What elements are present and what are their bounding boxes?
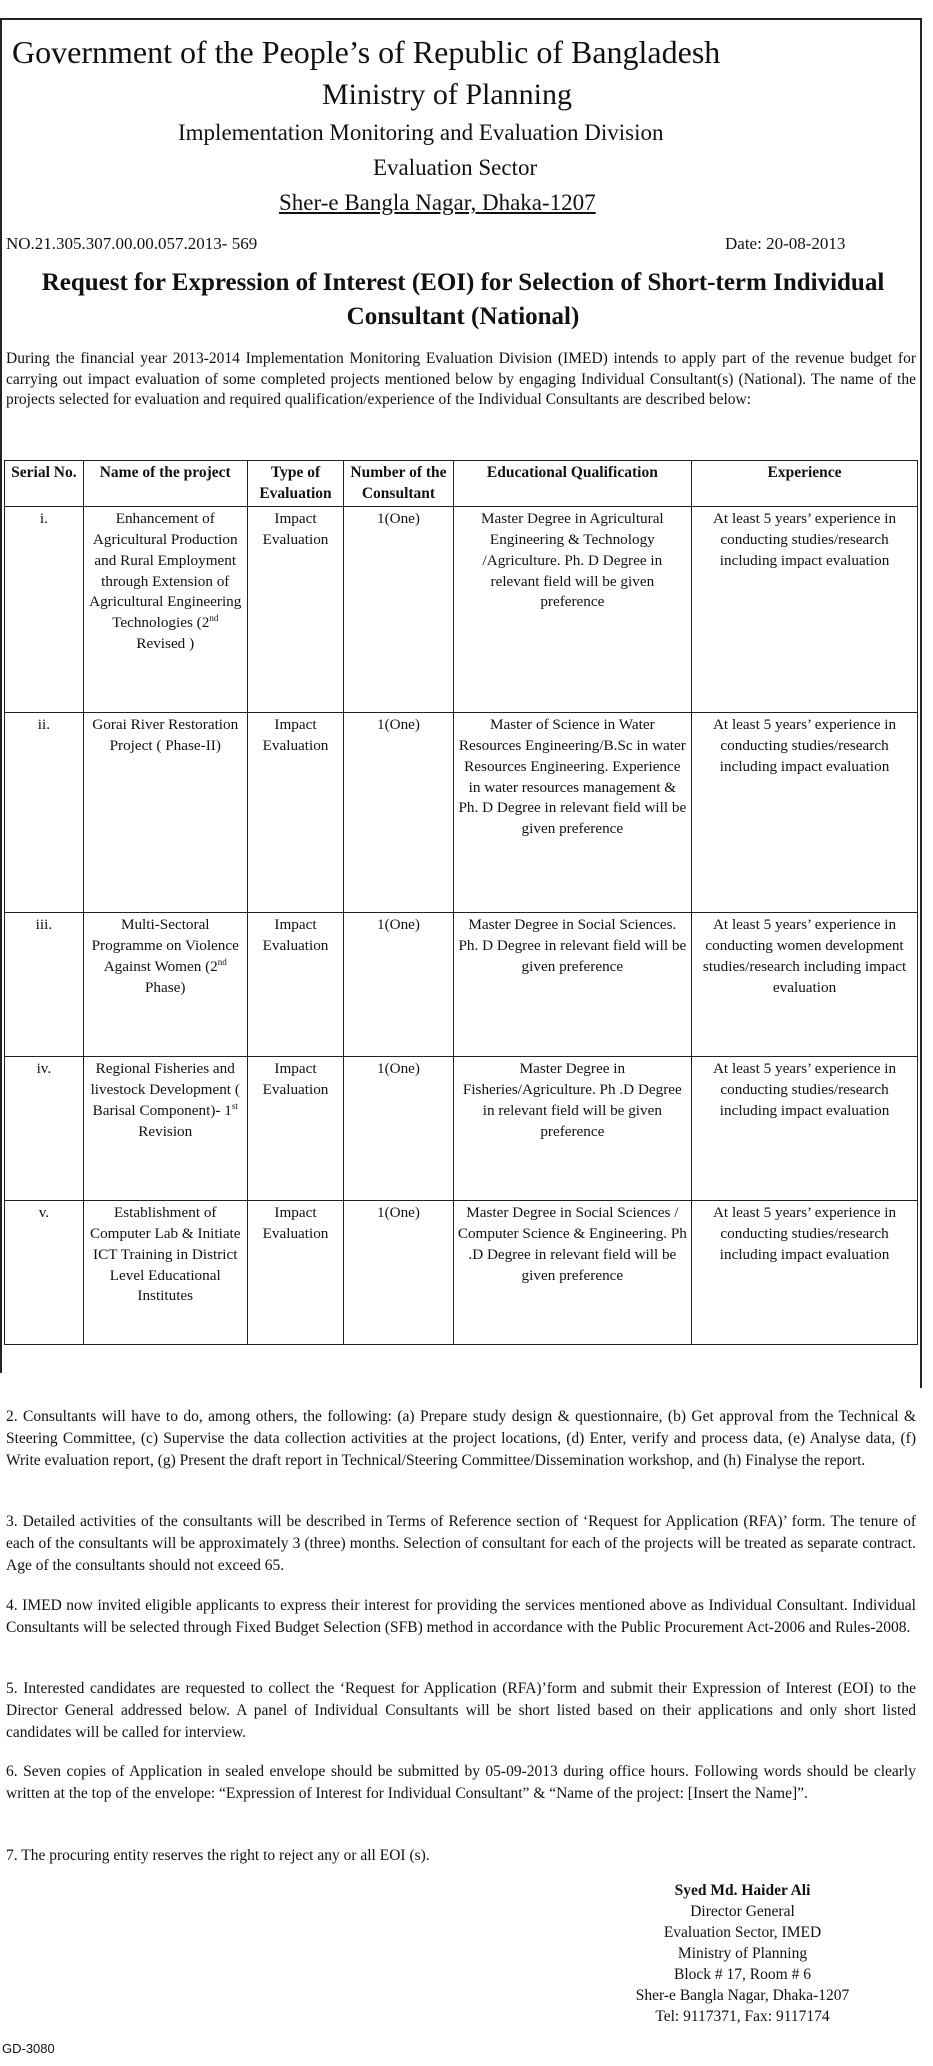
cell-project: Enhancement of Agricultural Production and Rural Employment through Extension of Agricultural Engineering Technologies (2nd Revised ) (83, 507, 247, 713)
signatory-address: Sher-e Bangla Nagar, Dhaka-1207 (635, 1987, 850, 2004)
signatory-block: Block # 17, Room # 6 (674, 1966, 811, 1983)
cell-experience: At least 5 years’ experience in conducting studies/research including impact evaluation (692, 1057, 918, 1201)
cell-experience: At least 5 years’ experience in conducting studies/research including impact evaluation (692, 713, 918, 913)
cell-serial: ii. (5, 713, 84, 913)
table-row (5, 713, 918, 913)
header-sector: Evaluation Sector (373, 155, 538, 180)
cell-qualification: Master of Science in Water Resources Engineering/B.Sc in water Resources Engineering. Experience in water resources management & Ph. D Degree in relevant field will be given preference (453, 713, 691, 913)
table-row (5, 1201, 918, 1345)
signatory-ministry: Ministry of Planning (677, 1945, 808, 1962)
cell-qualification: Master Degree in Social Sciences / Computer Science & Engineering. Ph .D Degree in relevant field will be given preference (453, 1201, 691, 1345)
footer-code: GD-3080 (2, 2041, 55, 2056)
intro-paragraph: During the financial year 2013-2014 Implementation Monitoring Evaluation Division (IMED) intends to apply part of the revenue budget for carrying out impact evaluation of some completed projects mentioned below by engaging Individual Consultant(s) (National). The name of the projects selected for evaluation and required qualification/experience of the Individual Consultants are described below: (6, 350, 916, 409)
header-division: Implementation Monitoring and Evaluation Division (178, 120, 664, 145)
signatory-sector: Evaluation Sector, IMED (663, 1924, 822, 1941)
cell-project: Regional Fisheries and livestock Development ( Barisal Component)- 1st Revision (83, 1057, 247, 1201)
cell-qualification: Master Degree in Social Sciences. Ph. D Degree in relevant field will be given preference (453, 913, 691, 1057)
top-border-rule (0, 18, 922, 20)
header-qualification: Educational Qualification (453, 461, 691, 507)
paragraph-4: 4. IMED now invited eligible applicants to express their interest for providing the services mentioned above as Individual Consultant. Individual Consultants will be selected through Fixed Budget Selection (SFB) method in accordance with the Public Procurement Act-2006 and Rules-2008. (6, 1597, 916, 1636)
cell-qualification: Master Degree in Fisheries/Agriculture. Ph .D Degree in relevant field will be given preference (453, 1057, 691, 1201)
cell-serial: iii. (5, 913, 84, 1057)
paragraph-5: 5. Interested candidates are requested to collect the ‘Request for Application (RFA)’form and submit their Expression of Interest (EOI) to the Director General addressed below. A panel of Individual Consultants will be short listed based on their applications and only short listed candidates will be called for interview. (6, 1680, 916, 1741)
signature-block (595, 1880, 890, 2027)
cell-serial: v. (5, 1201, 84, 1345)
cell-type: Impact Evaluation (247, 1057, 344, 1201)
cell-type: Impact Evaluation (247, 1201, 344, 1345)
header-project: Name of the project (83, 461, 247, 507)
table-row (5, 1057, 918, 1201)
paragraph-6: 6. Seven copies of Application in sealed envelope should be submitted by 05-09-2013 during office hours. Following words should be clearly written at the top of the envelope: “Expression of Interest for Individual Consultant” & “Name of the project: [Insert the Name]”. (6, 1763, 916, 1802)
table-row (5, 507, 918, 713)
right-border-rule (920, 18, 922, 1388)
signatory-name: Syed Md. Haider Ali (674, 1882, 811, 1899)
cell-number: 1(One) (344, 913, 453, 1057)
cell-project: Establishment of Computer Lab & Initiate ICT Training in District Level Educational Institutes (83, 1201, 247, 1345)
cell-project: Multi-Sectoral Programme on Violence Against Women (2nd Phase) (83, 913, 247, 1057)
cell-serial: i. (5, 507, 84, 713)
cell-project: Gorai River Restoration Project ( Phase-II) (83, 713, 247, 913)
cell-number: 1(One) (344, 1201, 453, 1345)
cell-number: 1(One) (344, 1057, 453, 1201)
cell-experience: At least 5 years’ experience in conducting women development studies/research including impact evaluation (692, 913, 918, 1057)
paragraph-7: 7. The procuring entity reserves the right to reject any or all EOI (s). (6, 1847, 430, 1864)
left-border-rule (0, 18, 2, 1373)
signatory-contact: Tel: 9117371, Fax: 9117174 (655, 2008, 830, 2025)
paragraph-3: 3. Detailed activities of the consultants will be described in Terms of Reference section of ‘Request for Application (RFA)’ form. The tenure of each of the consultants will be approximately 3 (three) months. Selection of consultant for each of the projects will be treated as separate contract. Age of the consultants should not exceed 65. (6, 1513, 916, 1574)
cell-type: Impact Evaluation (247, 713, 344, 913)
header-number: Number of the Consultant (344, 461, 453, 507)
signatory-title: Director General (690, 1903, 795, 1920)
table-header-row (5, 461, 918, 507)
notice-title: Request for Expression of Interest (EOI) for Selection of Short-term Individual Consultant (National) (41, 269, 885, 330)
cell-number: 1(One) (344, 713, 453, 913)
cell-qualification: Master Degree in Agricultural Engineering & Technology /Agriculture. Ph. D Degree in relevant field will be given preference (453, 507, 691, 713)
cell-experience: At least 5 years’ experience in conducting studies/research including impact evaluation (692, 507, 918, 713)
cell-type: Impact Evaluation (247, 913, 344, 1057)
cell-number: 1(One) (344, 507, 453, 713)
header-experience: Experience (692, 461, 918, 507)
reference-number: NO.21.305.307.00.00.057.2013- 569 (6, 234, 258, 253)
header-government: Government of the People’s of Republic of Bangladesh (12, 34, 721, 70)
header-ministry: Ministry of Planning (322, 78, 573, 111)
header-serial: Serial No. (5, 461, 84, 507)
cell-serial: iv. (5, 1057, 84, 1201)
cell-type: Impact Evaluation (247, 507, 344, 713)
paragraph-2: 2. Consultants will have to do, among others, the following: (a) Prepare study design & questionnaire, (b) Get approval from the Technical & Steering Committee, (c) Supervise the data collection activities at the project locations, (d) Enter, verify and process data, (e) Analyse data, (f) Write evaluation report, (g) Present the draft report in Technical/Steering Committee/Dissemination workshop, and (h) Finalyse the report. (6, 1408, 916, 1469)
table-row (5, 913, 918, 1057)
header-type: Type of Evaluation (247, 461, 344, 507)
notice-date: Date: 20-08-2013 (725, 234, 846, 253)
header-address: Sher-e Bangla Nagar, Dhaka-1207 (279, 190, 596, 215)
cell-experience: At least 5 years’ experience in conducting studies/research including impact evaluation (692, 1201, 918, 1345)
project-table (4, 460, 918, 1345)
